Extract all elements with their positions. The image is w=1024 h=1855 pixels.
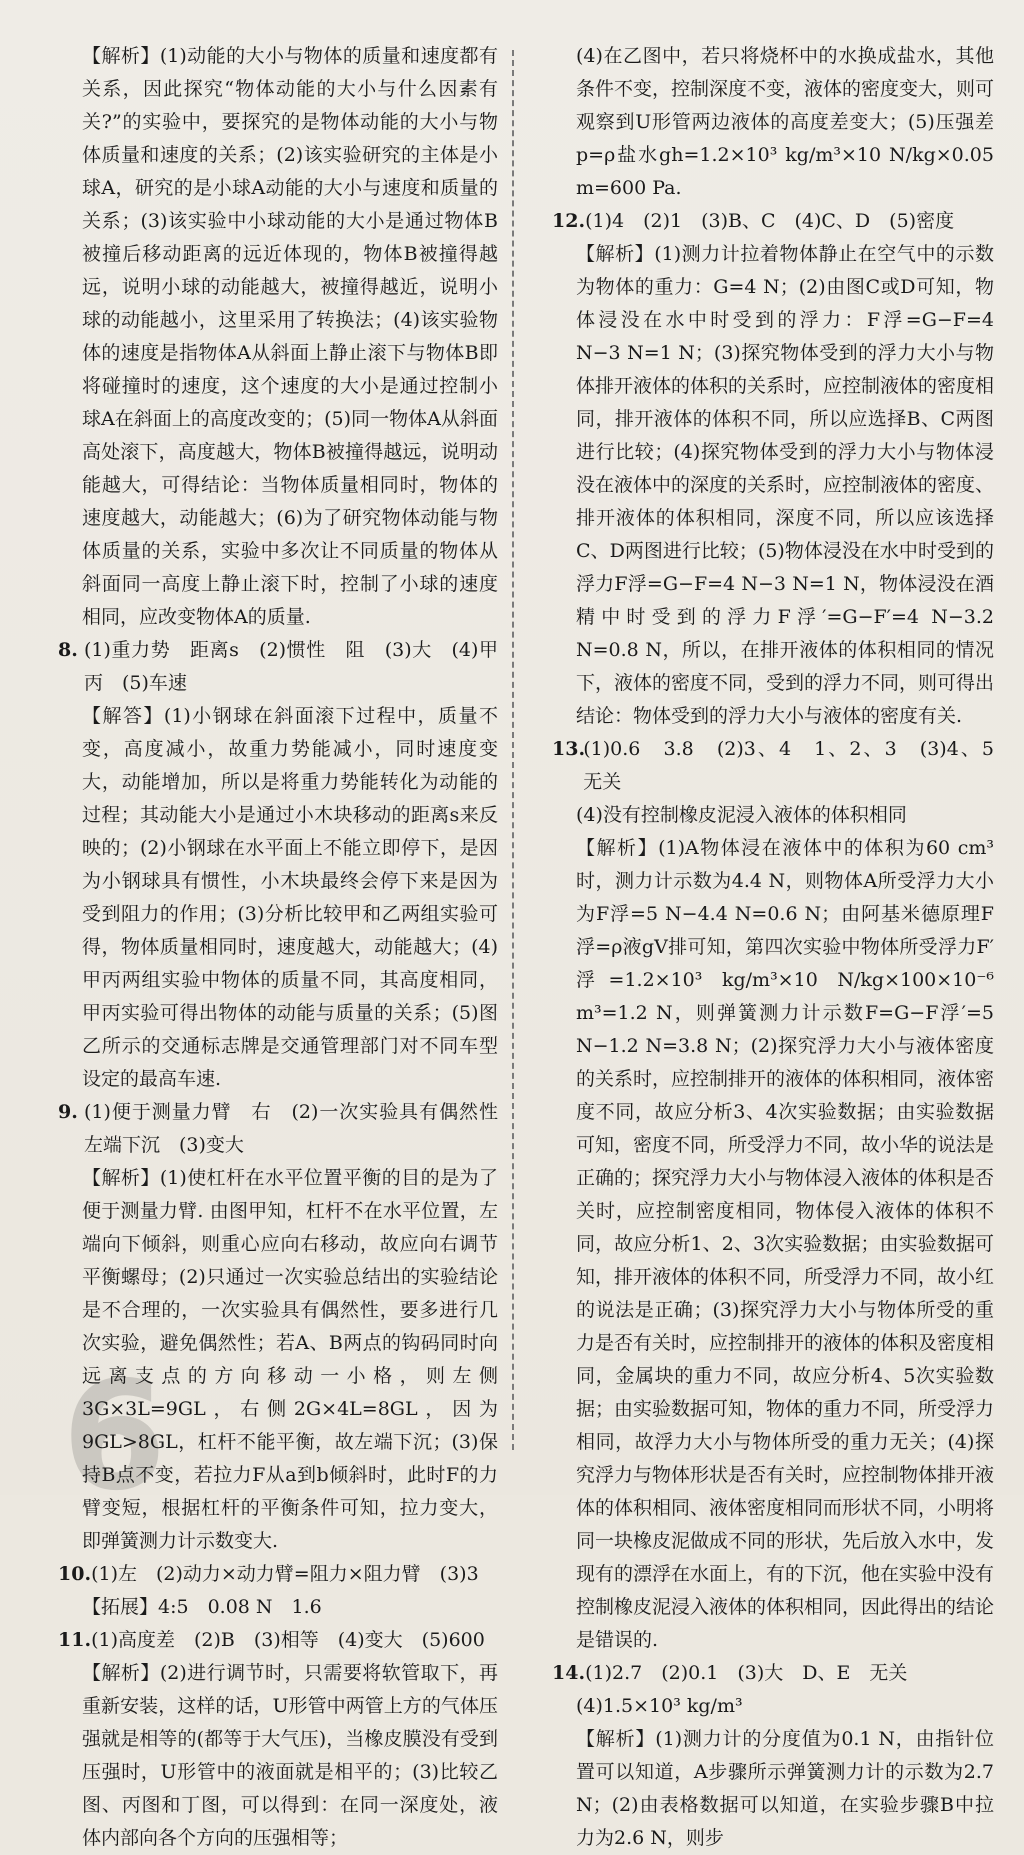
q8-number: 8.: [58, 639, 78, 661]
q12-answer-text: (1)4 (2)1 (3)B、C (4)C、D (5)密度: [585, 210, 955, 232]
q10-extension: 【拓展】4:5 0.08 N 1.6: [82, 1596, 322, 1618]
q13-answer-text: (1)0.6 3.8 (2)3、4 1、2、3 (3)4、5 无关: [583, 738, 1014, 793]
q10-number: 10.: [58, 1563, 92, 1585]
q13-answer-2: (4)没有控制橡皮泥浸入液体的体积相同: [576, 804, 907, 826]
right-column: [552, 40, 1014, 1855]
q14-answer-text: (1)2.7 (2)0.1 (3)大 D、E 无关: [585, 1662, 908, 1684]
q11-answer: [58, 1624, 498, 1657]
q14-answer-2: (4)1.5×10³ kg/m³: [576, 1695, 743, 1717]
q13-answer: [552, 733, 1014, 799]
q12-number: 12.: [552, 210, 586, 232]
page-number: 6: [62, 1350, 167, 1524]
q8-analysis: 【解答】(1)小钢球在斜面滚下过程中，质量不变，高度减小，故重力势能减小，同时速度变大，动能增加，所以是将重力势能转化为动能的过程；其动能大小是通过小木块移动的距离s来反映的；(2)小钢球在水平面上不能立即停下，是因为小钢球具有惯性，小木块最终会停下来是因为受到阻力的作用；(3)分析比较甲和乙两组实验可得，物体质量相同时，速度越大，动能越大；(4)甲丙两组实验中物体的质量不同，其高度相同，甲丙实验可得出物体的动能与质量的关系；(5)图乙所示的交通标志牌是交通管理部门对不同车型设定的最高车速.: [82, 705, 498, 1090]
column-divider: [512, 50, 514, 1450]
q11-number: 11.: [58, 1629, 92, 1651]
q9-answer: [58, 1096, 518, 1162]
q8-answer: [58, 634, 498, 700]
q14-answer: [552, 1657, 994, 1690]
q9-answer-text: (1)便于测量力臂 右 (2)一次实验具有偶然性 左端下沉 (3)变大: [84, 1101, 518, 1156]
q11-analysis-cont: (4)在乙图中，若只将烧杯中的水换成盐水，其他条件不变，控制深度不变，液体的密度变大，则可观察到U形管两边液体的高度差变大；(5)压强差p=ρ盐水gh=1.2×10³ kg/m³×10 N/kg×0.05 m=600 Pa.: [576, 45, 995, 199]
q10-answer: [58, 1558, 498, 1591]
q11-answer-text: (1)高度差 (2)B (3)相等 (4)变大 (5)600: [91, 1629, 485, 1651]
left-column: [58, 40, 518, 1855]
q12-answer: [552, 205, 994, 238]
q14-number: 14.: [552, 1662, 586, 1684]
q12-analysis: 【解析】(1)测力计拉着物体静止在空气中的示数为物体的重力：G=4 N；(2)由图C或D可知，物体浸没在水中时受到的浮力：F浮=G−F=4 N−3 N=1 N；(3)探究物体受到的浮力大小与物体排开液体的体积的关系时，应控制液体的密度相同，排开液体的体积不同，所以应选择B、C两图进行比较；(4)探究物体受到的浮力大小与物体浸没在液体中的深度的关系时，应控制液体的密度、排开液体的体积相同，深度不同，所以应该选择C、D两图进行比较；(5)物体浸没在水中时受到的浮力F浮=G−F=4 N−3 N=1 N，物体浸没在酒精中时受到的浮力F浮′=G−F′=4 N−3.2 N=0.8 N，所以，在排开液体的体积相同的情况下，液体的密度不同，受到的浮力不同，则可得出结论：物体受到的浮力大小与液体的密度有关.: [576, 243, 995, 727]
q13-analysis: 【解析】(1)A物体浸在液体中的体积为60 cm³时，测力计示数为4.4 N，则物体A所受浮力大小为F浮=5 N−4.4 N=0.6 N；由阿基米德原理F浮=ρ液gV排可知，第四次实验中物体所受浮力F′浮=1.2×10³ kg/m³×10 N/kg×100×10⁻⁶ m³=1.2 N，则弹簧测力计示数F=G−F浮′=5 N−1.2 N=3.8 N；(2)探究浮力大小与液体密度的关系时，应控制排开的液体的体积相同，液体密度不同，故应分析3、4次实验数据；由实验数据可知，密度不同，所受浮力不同，故小华的说法是正确的；探究浮力大小与物体浸入液体的体积是否关时，应控制密度相同，物体侵入液体的体积不同，故应分析1、2、3次实验数据；由实验数据可知，排开液体的体积不同，所受浮力不同，故小红的说法是正确；(3)探究浮力大小与物体所受的重力是否有关时，应控制排开的液体的体积及密度相同，金属块的重力不同，故应分析4、5次实验数据；由实验数据可知，物体的重力不同，所受浮力相同，故浮力大小与物体所受的重力无关；(4)探究浮力与物体形状是否有关时，应控制物体排开液体的体积相同、液体密度相同而形状不同，小明将同一块橡皮泥做成不同的形状，先后放入水中，发现有的漂浮在水面上，有的下沉，他在实验中没有控制橡皮泥浸入液体的体积相同，因此得出的结论是错误的.: [576, 837, 995, 1651]
q13-number: 13.: [552, 738, 586, 760]
q9-number: 9.: [58, 1101, 78, 1123]
q8-answer-text: (1)重力势 距离s (2)惯性 阻 (3)大 (4)甲丙 (5)车速: [84, 639, 498, 694]
q7-analysis: 【解析】(1)动能的大小与物体的质量和速度都有关系，因此探究“物体动能的大小与什么因素有关?”的实验中，要探究的是物体动能的大小与物体质量和速度的关系；(2)该实验研究的主体是小球A，研究的是小球A动能的大小与速度和质量的关系；(3)该实验中小球动能的大小是通过物体B被撞后移动距离的远近体现的，物体B被撞得越远，说明小球的动能越大，被撞得越近，说明小球的动能越小，这里采用了转换法；(4)该实验物体的速度是指物体A从斜面上静止滚下与物体B即将碰撞时的速度，这个速度的大小是通过控制小球A在斜面上的高度改变的；(5)同一物体A从斜面高处滚下，高度越大，物体B被撞得越远，说明动能越大，可得结论：当物体质量相同时，物体的速度越大，动能越大；(6)为了研究物体动能与物体质量的关系，实验中多次让不同质量的物体从斜面同一高度上静止滚下时，控制了小球的速度相同，应改变物体A的质量.: [82, 45, 498, 628]
q11-analysis: 【解析】(2)进行调节时，只需要将软管取下，再重新安装，这样的话，U形管中两管上方的气体压强就是相等的(都等于大气压)，当橡皮膜没有受到压强时，U形管中的液面就是相平的；(3)比较乙图、丙图和丁图，可以得到：在同一深度处，液体内部向各个方向的压强相等；: [82, 1662, 498, 1849]
q10-answer-text: (1)左 (2)动力×动力臂=阻力×阻力臂 (3)3: [91, 1563, 479, 1585]
q14-analysis: 【解析】(1)测力计的分度值为0.1 N，由指针位置可以知道，A步骤所示弹簧测力计的示数为2.7 N；(2)由表格数据可以知道，在实验步骤B中拉力为2.6 N，则步: [576, 1728, 994, 1849]
q9-analysis: 【解析】(1)使杠杆在水平位置平衡的目的是为了便于测量力臂. 由图甲知，杠杆不在水平位置，左端向下倾斜，则重心应向右移动，故应向右调节平衡螺母；(2)只通过一次实验总结出的实验结论是不合理的，一次实验具有偶然性，要多进行几次实验，避免偶然性；若A、B两点的钩码同时向远离支点的方向移动一小格，则左侧3G×3L=9GL，右侧2G×4L=8GL，因为9GL>8GL，杠杆不能平衡，故左端下沉；(3)保持B点不变，若拉力F从a到b倾斜时，此时F的力臂变短，根据杠杆的平衡条件可知，拉力变大，即弹簧测力计示数变大.: [82, 1167, 498, 1552]
